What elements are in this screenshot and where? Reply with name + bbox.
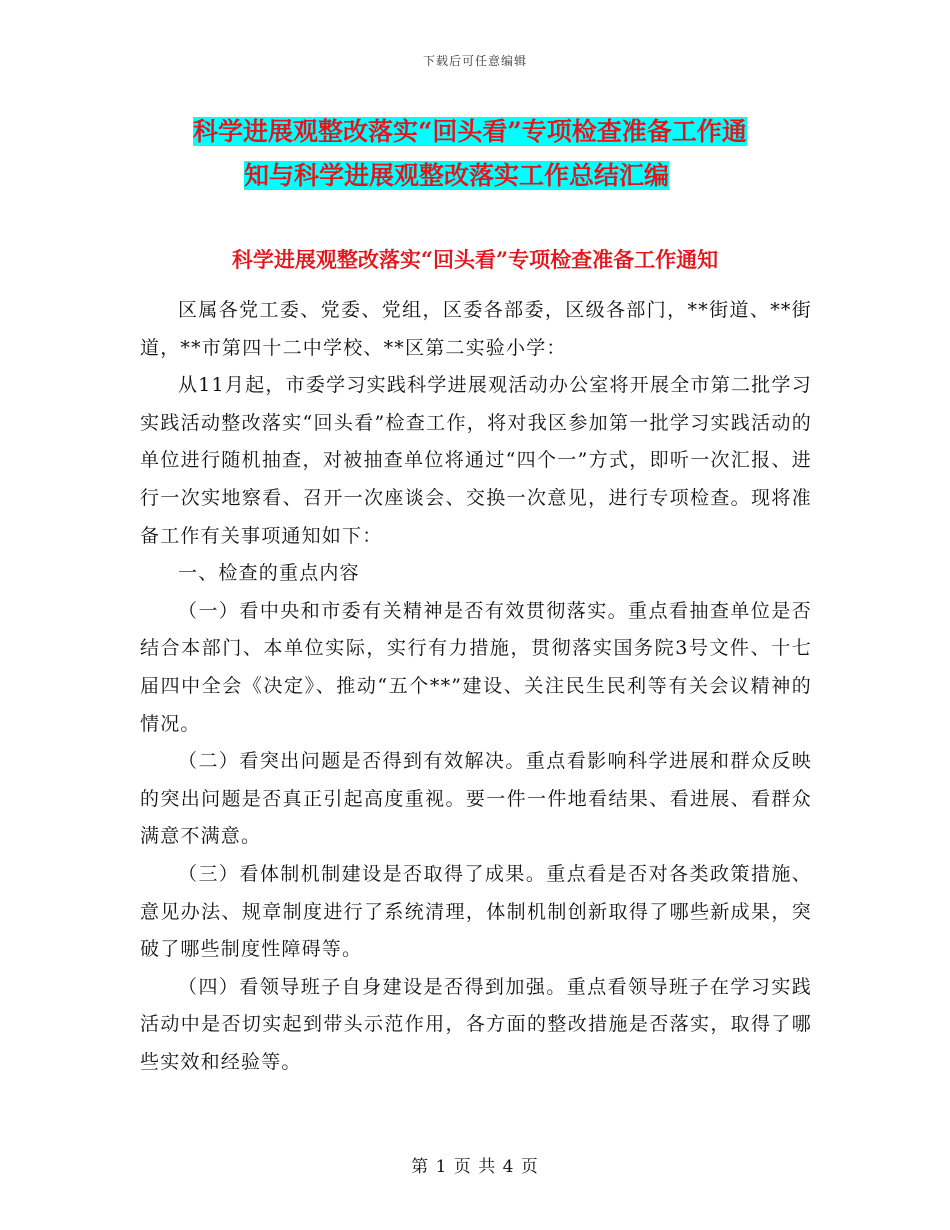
paragraph-addressees: 区属各党工委、党委、党组，区委各部委，区级各部门，**街道、**街道，**市第四十二中学校、**区第二实验小学： [140,299,812,359]
paragraph-item-2: （二）看突出问题是否得到有效解决。重点看影响科学进展和群众反映的突出问题是否真正引起高度重视。要一件一件地看结果、看进展、看群众满意不满意。 [140,750,812,848]
document-title [140,110,820,198]
document-title-line-2-text: 知与科学进展观整改落实工作总结汇编 [244,161,670,190]
paragraph-item-3: （三）看体制机制建设是否取得了成果。重点看是否对各类政策措施、意见办法、规章制度进行了系统清理，体制机制创新取得了哪些新成果，突破了哪些制度性障碍等。 [140,862,812,961]
document-body [140,292,812,1081]
document-title-line-2 [140,154,820,198]
document-title-line-1-text: 科学进展观整改落实“回头看”专项检查准备工作通 [193,117,747,146]
section-title: 科学进展观整改落实“回头看”专项检查准备工作通知 [231,247,719,272]
header-note: 下载后可任意编辑 [422,54,527,68]
document-title-line-1 [140,110,820,154]
page-number-footer: 第 1 页 共 4 页 [411,1157,539,1177]
paragraph-intro: 从11月起，市委学习实践科学进展观活动办公室将开展全市第二批学习实践活动整改落实“回头看”检查工作，将对我区参加第一批学习实践活动的单位进行随机抽查，对被抽查单位将通过“四个一”方式，即听一次汇报、进行一次实地察看、召开一次座谈会、交换一次意见，进行专项检查。现将准备工作有关事项通知如下： [140,374,812,547]
paragraph-heading-1: 一、检查的重点内容 [178,562,360,585]
paragraph-item-1: （一）看中央和市委有关精神是否有效贯彻落实。重点看抽查单位是否结合本部门、本单位实际，实行有力措施，贯彻落实国务院3号文件、十七届四中全会《决定》、推动“五个**”建设、关注民生民利等有关会议精神的情况。 [140,599,812,735]
paragraph-item-4: （四）看领导班子自身建设是否得到加强。重点看领导班子在学习实践活动中是否切实起到带头示范作用，各方面的整改措施是否落实，取得了哪些实效和经验等。 [140,975,812,1073]
